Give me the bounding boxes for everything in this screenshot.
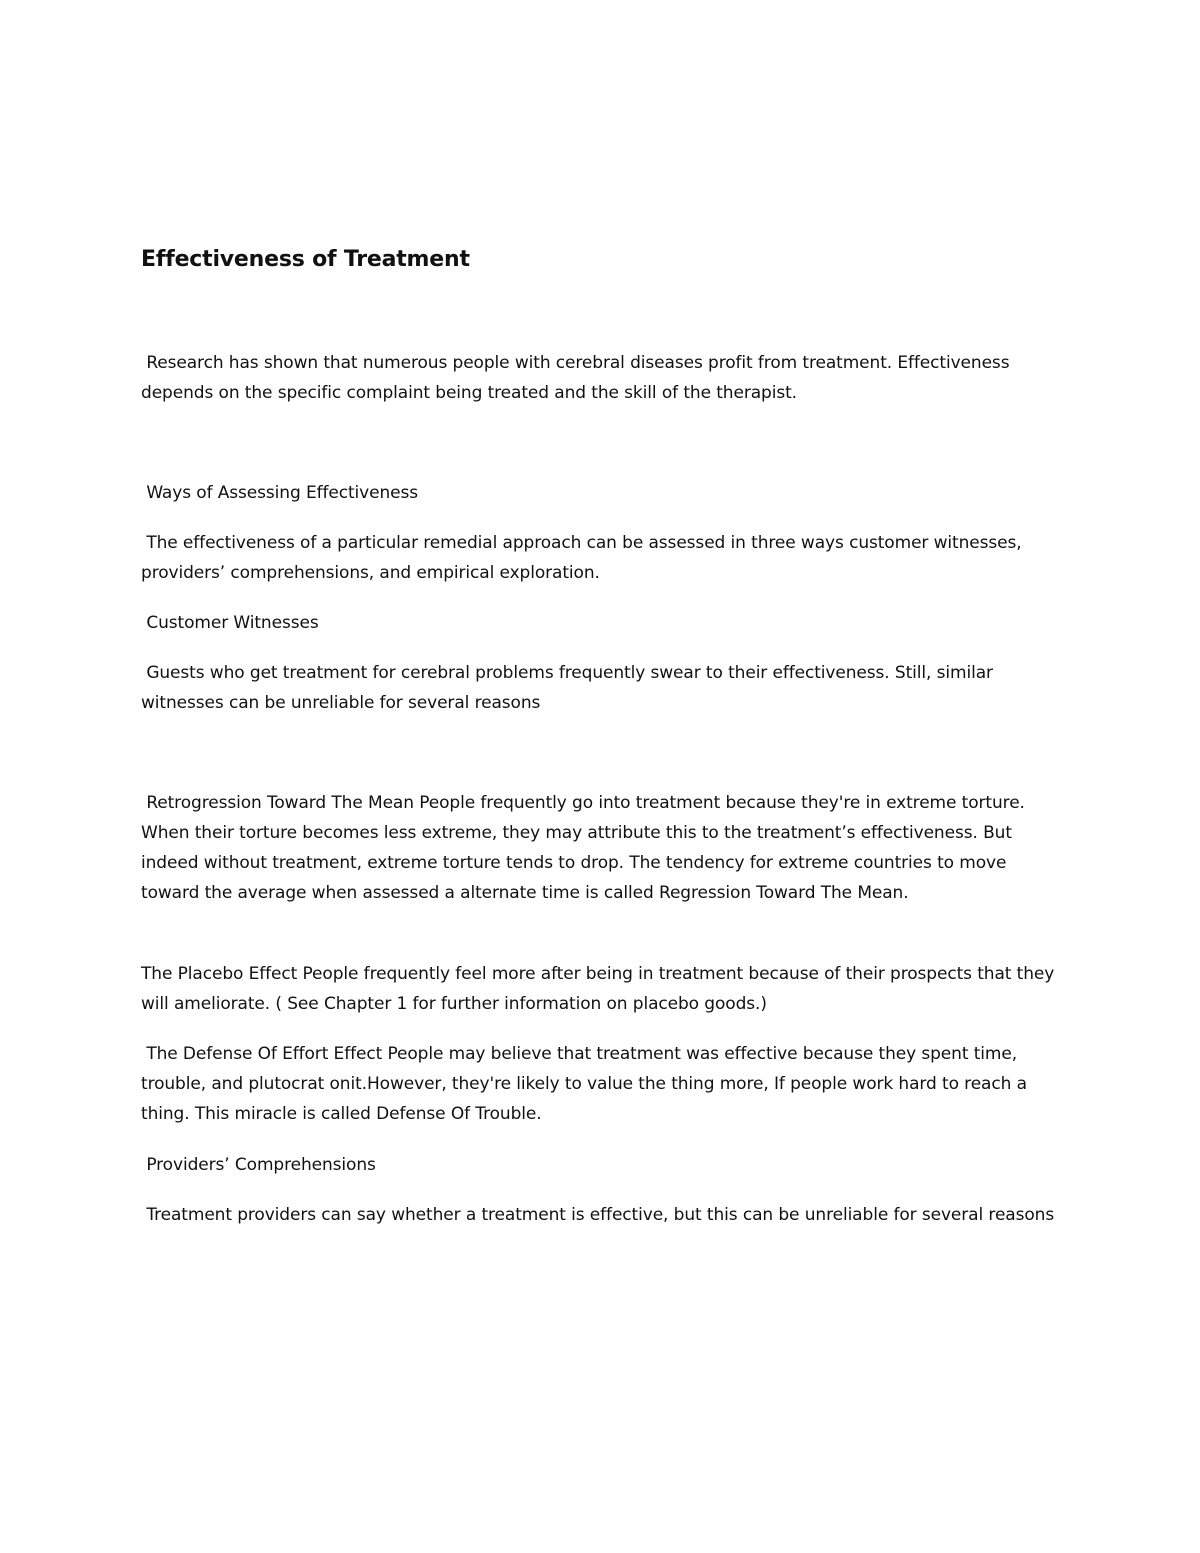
paragraph-defense-of-effort: The Defense Of Effort Effect People may believe that treatment was effective because they spent time, trouble, and plutocrat onit.However, they're likely to value the thing more, If people work hard to reach a thing. This miracle is called Defense Of Trouble.: [141, 1044, 1033, 1124]
heading-ways-of-assessing: Ways of Assessing Effectiveness: [141, 483, 419, 503]
paragraph-retrogression: Retrogression Toward The Mean People frequently go into treatment because they're in extreme torture. When their torture becomes less extreme, they may attribute this to the treatment’s effectiveness. But indeed without treatment, extreme torture tends to drop. The tendency for extreme countries to move toward the average when assessed a alternate time is called Regression Toward The Mean.: [141, 793, 1031, 903]
paragraph-providers: Treatment providers can say whether a treatment is effective, but this can be unreliable for several reasons: [141, 1205, 1055, 1225]
paragraph-placebo-effect: The Placebo Effect People frequently feel more after being in treatment because of their prospects that they will ameliorate. ( See Chapter 1 for further information on placebo goods.): [141, 964, 1060, 1014]
heading-customer-witnesses: Customer Witnesses: [141, 613, 319, 633]
heading-providers-comprehensions: Providers’ Comprehensions: [141, 1155, 376, 1175]
document-title: Effectiveness of Treatment: [141, 247, 470, 272]
paragraph-customer-witnesses: Guests who get treatment for cerebral problems frequently swear to their effectiveness. Still, similar witnesses can be unreliable for several reasons: [141, 663, 999, 713]
paragraph-assessment-methods: The effectiveness of a particular remedial approach can be assessed in three ways customer witnesses, providers’ comprehensions, and empirical exploration.: [141, 533, 1027, 583]
paragraph-research-intro: Research has shown that numerous people with cerebral diseases profit from treatment. Effectiveness depends on the specific complaint being treated and the skill of the therapist.: [141, 353, 1015, 403]
